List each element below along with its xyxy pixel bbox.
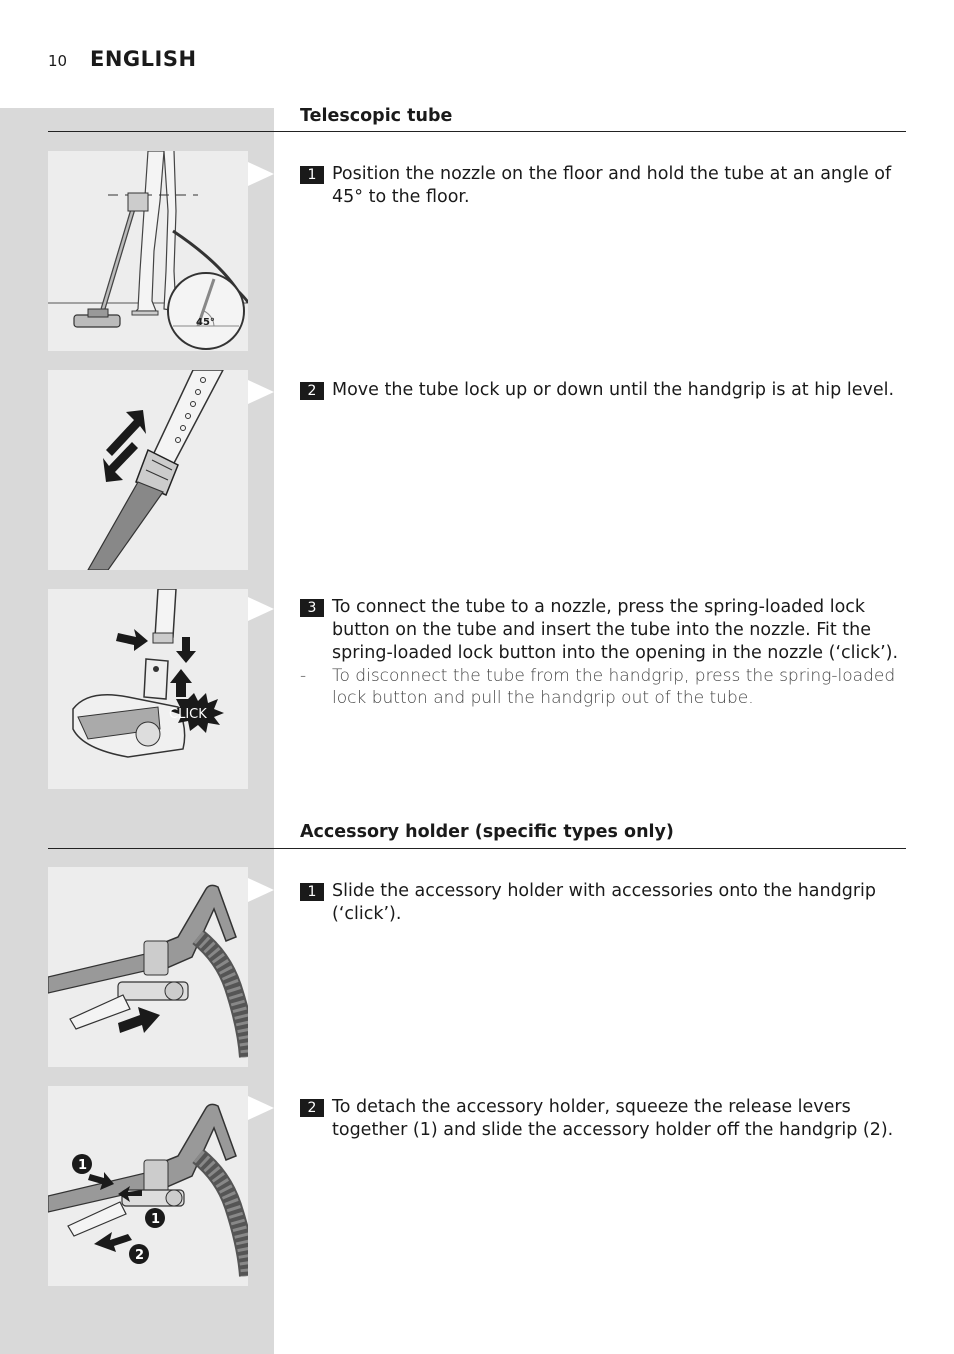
illustration-tube-angle (48, 151, 248, 351)
note-marker: - (300, 666, 307, 686)
section-title-telescopic-tube: Telescopic tube (300, 106, 453, 126)
step-number: 2 (300, 1099, 324, 1117)
step-text: Move the tube lock up or down until the handgrip is at hip level. (332, 380, 895, 400)
panel-pointer (248, 162, 274, 186)
section-divider (48, 131, 906, 132)
callout-2: 2 (135, 1248, 145, 1263)
page-number: 10 (48, 52, 68, 70)
section-title-accessory-holder: Accessory holder (specific types only) (300, 822, 674, 842)
step-number: 1 (300, 883, 324, 901)
panel-pointer (248, 380, 274, 404)
step-text: Position the nozzle on the floor and hold the tube at an angle of 45° to the floor. (332, 164, 892, 207)
step-accessory-2 (300, 1096, 906, 1142)
step-telescopic-2 (300, 379, 906, 402)
click-label: CLICK (169, 707, 207, 722)
section-divider (48, 848, 906, 849)
step-telescopic-1 (300, 163, 906, 209)
illustration-accessory-detach (48, 1086, 248, 1286)
note-text: To disconnect the tube from the handgrip, press the spring-loaded lock button and pull the handgrip out of the tube. (332, 666, 896, 708)
illustration-nozzle-connect (48, 589, 248, 789)
step-text: To detach the accessory holder, squeeze the release levers together (1) and slide the accessory holder off the handgrip (2). (332, 1097, 894, 1140)
language-heading: ENGLISH (90, 47, 197, 71)
panel-pointer (248, 1096, 274, 1120)
callout-1: 1 (78, 1158, 88, 1173)
callout-1: 1 (151, 1212, 161, 1227)
step-text: Slide the accessory holder with accessories onto the handgrip (‘click’). (332, 881, 877, 924)
step-number: 1 (300, 166, 324, 184)
illustration-accessory-attach (48, 867, 248, 1067)
step-telescopic-3 (300, 596, 906, 665)
step-number: 3 (300, 599, 324, 617)
step-text: To connect the tube to a nozzle, press the spring-loaded lock button on the tube and insert the tube into the nozzle. Fit the spring-loaded lock button into the opening in the nozzle (‘click’). (332, 597, 899, 663)
step-note (300, 665, 906, 709)
angle-label: 45° (196, 317, 215, 328)
step-number: 2 (300, 382, 324, 400)
panel-pointer (248, 878, 274, 902)
panel-pointer (248, 597, 274, 621)
illustration-tube-lock (48, 370, 248, 570)
step-accessory-1 (300, 880, 906, 926)
